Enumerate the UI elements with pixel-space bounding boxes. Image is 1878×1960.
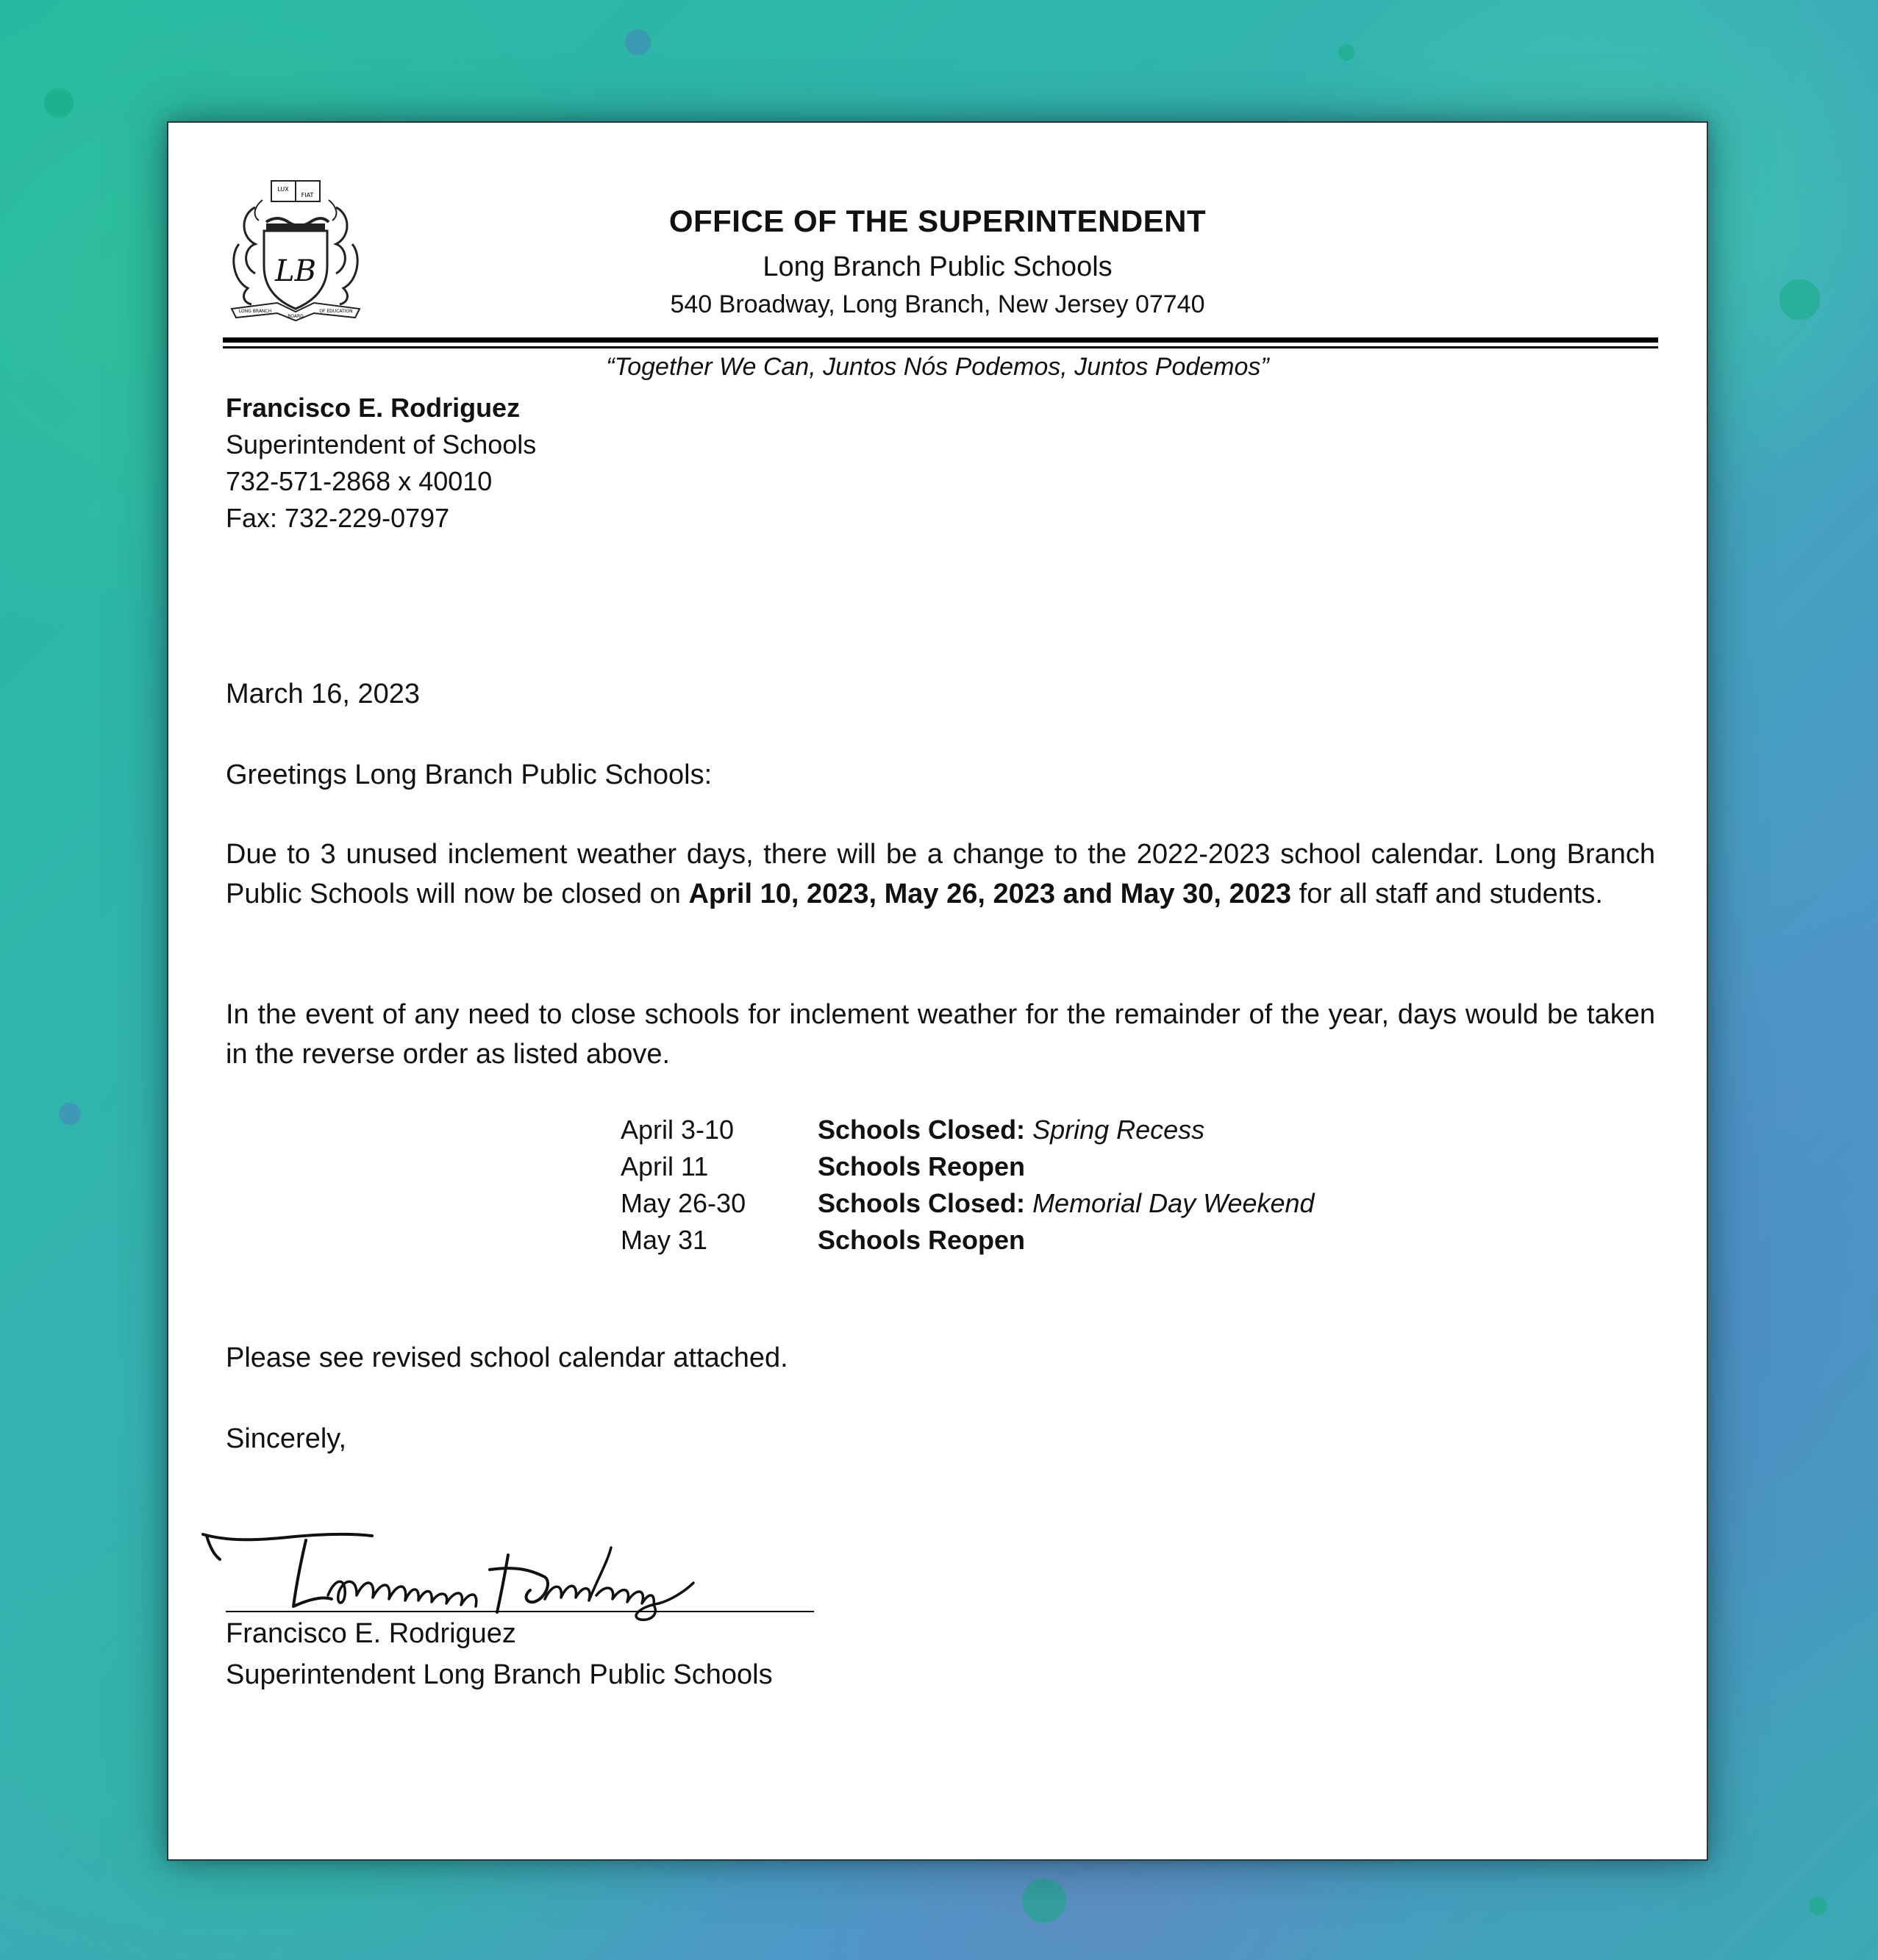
schedule-label: Schools Reopen (818, 1225, 1026, 1255)
signer-name: Francisco E. Rodriguez (226, 1618, 516, 1649)
sender-block (226, 390, 536, 537)
district-motto: “Together We Can, Juntos Nós Podemos, Juntos Podemos” (606, 353, 1269, 381)
sign-off: Sincerely, (226, 1423, 347, 1454)
closure-paragraph-end: for all staff and students. (1291, 879, 1603, 909)
letter-date: March 16, 2023 (226, 679, 421, 709)
schedule-label: Schools Closed: (818, 1115, 1026, 1145)
schedule-list (621, 1112, 1315, 1259)
header-divider-thin (223, 346, 1658, 348)
closure-dates: April 10, 2023, May 26, 2023 and May 30, 2023 (688, 879, 1292, 909)
paint-splatter (625, 29, 651, 55)
seal-book-left-text: LUX (277, 186, 289, 193)
paint-splatter (59, 1103, 81, 1125)
office-title: OFFICE OF THE SUPERINTENDENT (668, 204, 1207, 238)
closure-paragraph-intro: Due to 3 unused inclement weather days, there will be a change to the 2022-2023 school calendar. Long Branch Public Schools will now be closed on (226, 839, 1655, 909)
signature-line (226, 1611, 814, 1612)
signer-block (226, 1613, 773, 1695)
sender-title: Superintendent of Schools (226, 429, 537, 459)
seal-ribbon-center-text: BOARD (288, 314, 304, 319)
sender-phone: 732-571-2868 x 40010 (226, 466, 493, 496)
seal-book-right-text: FIAT (301, 192, 314, 198)
paint-splatter (44, 88, 74, 118)
schedule-row (621, 1222, 1315, 1259)
weather-paragraph: In the event of any need to close schools for inclement weather for the remainder of the year, days would be taken in the reverse order as listed above. (226, 999, 1655, 1070)
signer-title: Superintendent Long Branch Public Schools (226, 1659, 773, 1690)
sender-name: Francisco E. Rodriguez (226, 393, 521, 423)
schedule-date: April 11 (621, 1151, 709, 1181)
schedule-detail: Spring Recess (1032, 1115, 1205, 1145)
paint-splatter (1779, 279, 1820, 320)
schedule-date: May 26-30 (621, 1188, 746, 1218)
seal-monogram: LB (275, 254, 316, 288)
schedule-row (621, 1148, 1315, 1185)
calendar-attached-note: Please see revised school calendar attached. (226, 1342, 788, 1373)
schedule-label: Schools Closed: (818, 1188, 1026, 1218)
schedule-label: Schools Reopen (818, 1151, 1026, 1181)
schedule-date: May 31 (621, 1225, 708, 1255)
schedule-row (621, 1112, 1315, 1148)
header-divider-thick (223, 337, 1658, 343)
schedule-row (621, 1185, 1315, 1222)
handwritten-signature (199, 1526, 861, 1621)
seal-ribbon-right-text: OF EDUCATION (319, 309, 353, 314)
closure-paragraph (226, 834, 1655, 914)
paint-splatter (1809, 1897, 1827, 1915)
district-name: Long Branch Public Schools (763, 251, 1113, 282)
seal-ribbon-left-text: LONG BRANCH (238, 309, 272, 314)
letter-greeting: Greetings Long Branch Public Schools: (226, 759, 713, 790)
letter-page (167, 121, 1708, 1861)
paint-splatter (1338, 44, 1354, 60)
paint-splatter (1022, 1878, 1066, 1923)
sender-fax: Fax: 732-229-0797 (226, 503, 450, 533)
schedule-detail: Memorial Day Weekend (1032, 1188, 1315, 1218)
schedule-date: April 3-10 (621, 1115, 735, 1145)
district-address: 540 Broadway, Long Branch, New Jersey 07740 (670, 290, 1205, 318)
